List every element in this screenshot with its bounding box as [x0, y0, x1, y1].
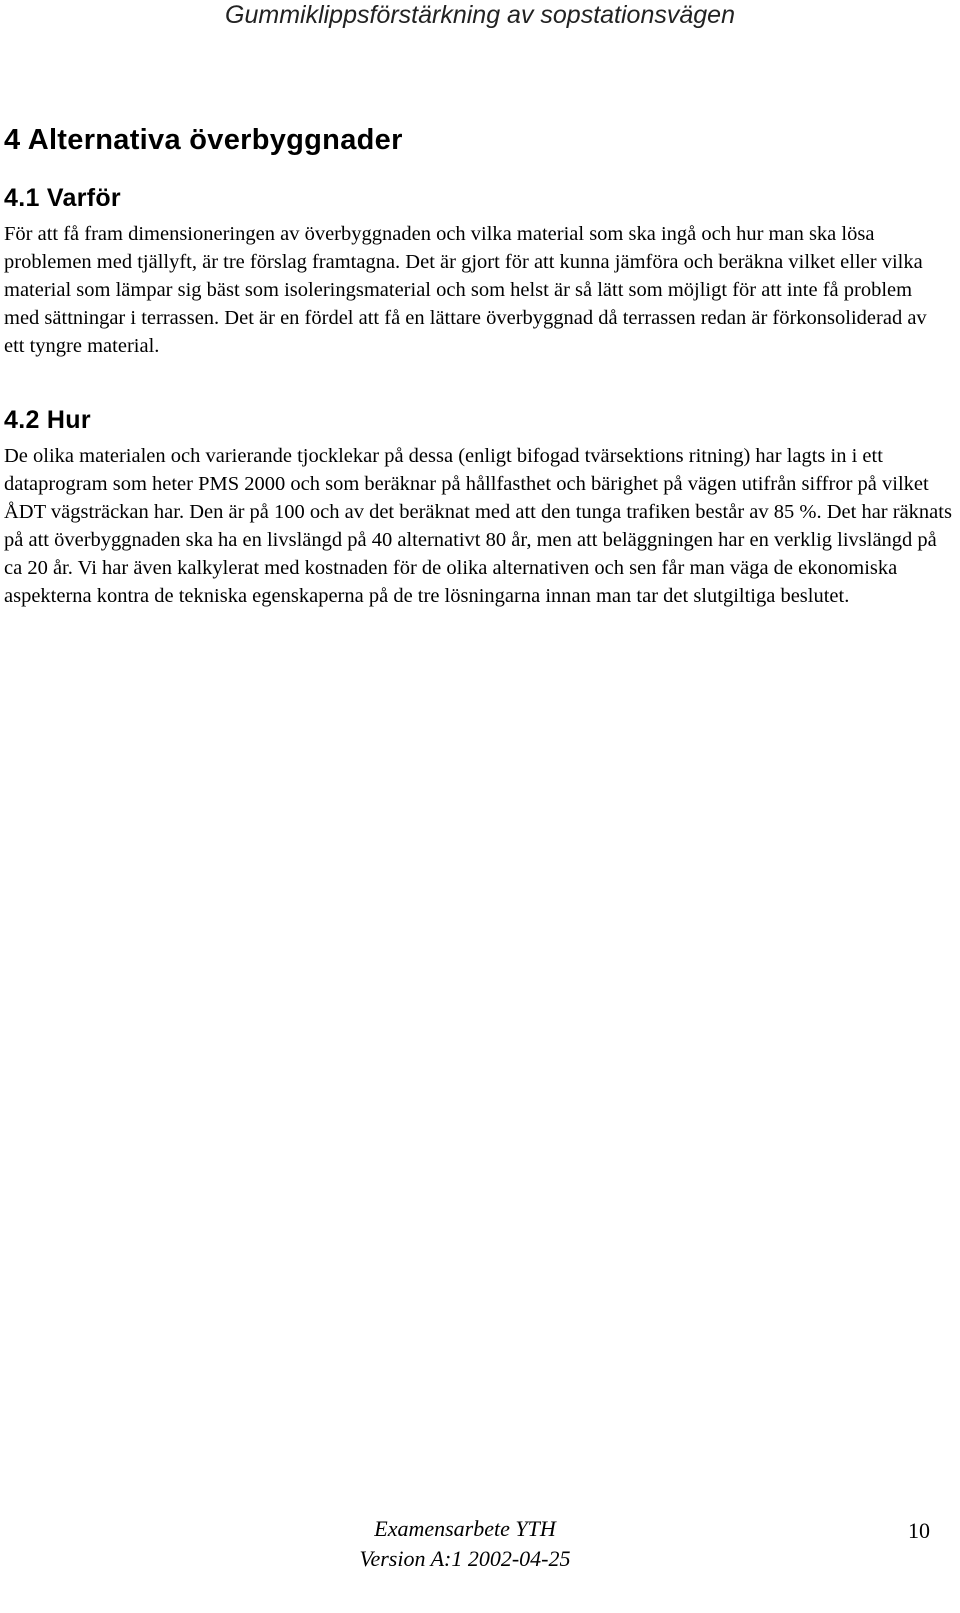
page-number: 10: [908, 1518, 930, 1543]
running-header: Gummiklippsförstärkning av sopstationsvägen: [225, 1, 735, 29]
chapter-title: 4 Alternativa överbyggnader: [4, 124, 403, 156]
section-title-varfor: 4.1 Varför: [4, 184, 121, 212]
section-paragraph-varfor: För att få fram dimensioneringen av överbyggnaden och vilka material som ska ingå och hur man ska lösa problemen med tjällyft, är tre förslag framtagna. Det är gjort för att kunna jämföra och beräkna vilket eller vilka material som lämpar sig bäst som isoleringsmaterial och som helst är så lätt som möjligt för att inte få problem med sättningar i terrassen. Det är en fördel att få en lättare överbyggnad då terrassen redan är förkonsoliderad av ett tyngre material.: [4, 223, 927, 357]
page-footer: [0, 1514, 930, 1574]
document-body: [4, 118, 952, 610]
footer-line-2: Version A:1 2002-04-25: [359, 1546, 571, 1571]
section-paragraph-hur: De olika materialen och varierande tjocklekar på dessa (enligt bifogad tvärsektions ritning) har lagts in i ett dataprogram som heter PMS 2000 och som beräknar på hållfasthet och bärighet på vägen utifrån siffror på vilket ÅDT vägsträckan har. Den är på 100 och av det beräknat med att den tunga trafiken består av 85 %. Det har räknats på att överbyggnaden ska ha en livslängd på 40 alternativt 80 år, men att beläggningen har en verklig livslängd på ca 20 år. Vi har även kalkylerat med kostnaden för de olika alternativen och sen får man väga de ekonomiska aspekterna kontra de tekniska egenskaperna på de tre lösningarna innan man tar det slutgiltiga beslutet.: [4, 445, 952, 607]
footer-line-1: Examensarbete YTH: [374, 1516, 556, 1541]
section-title-hur: 4.2 Hur: [4, 406, 91, 434]
